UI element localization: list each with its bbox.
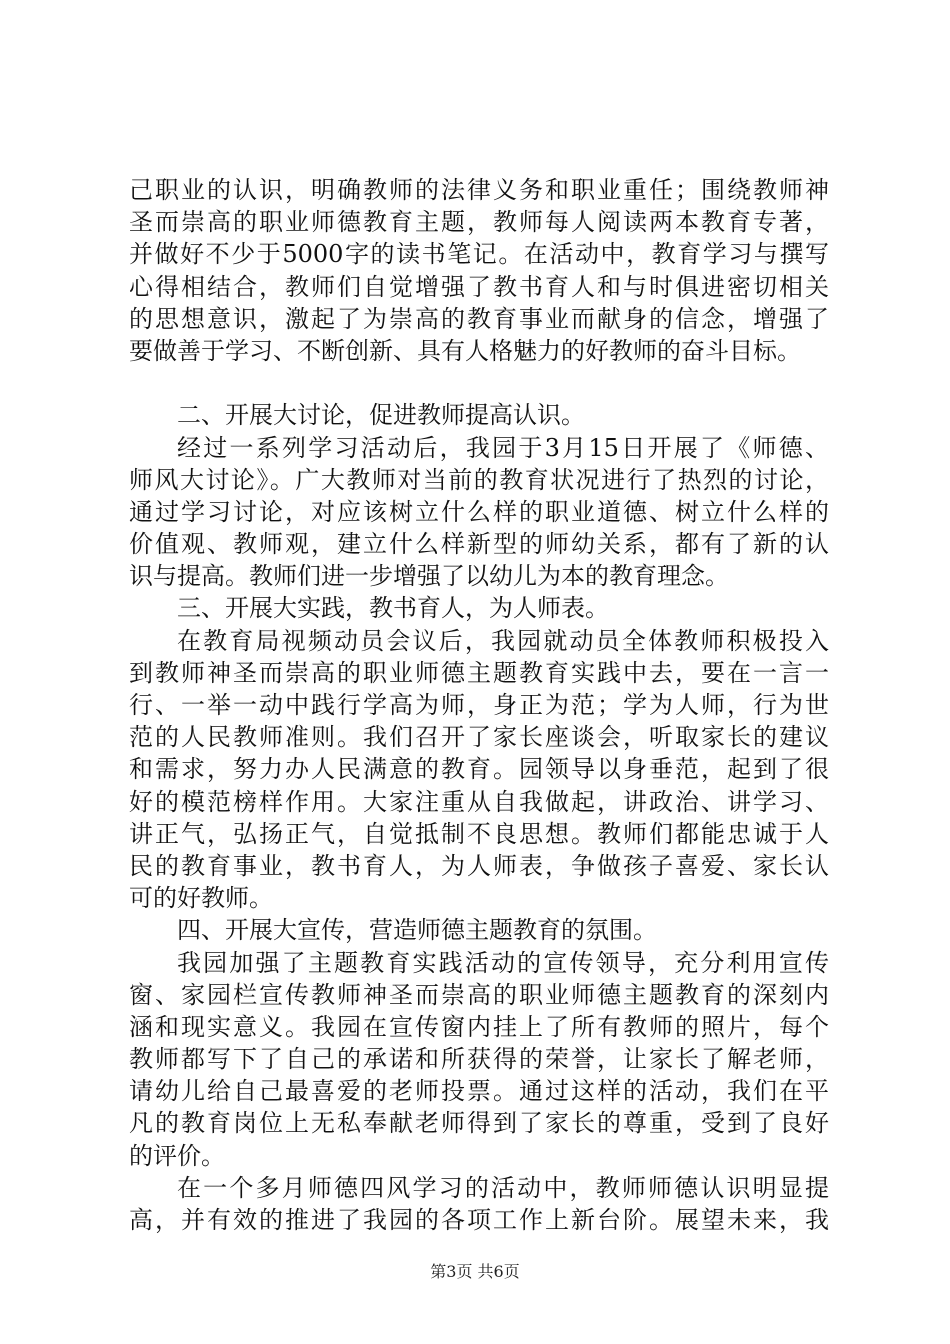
- text-line: 的评价。: [129, 1141, 225, 1170]
- section-heading-4: 四、开展大宣传，营造师德主题教育的氛围。: [177, 916, 657, 945]
- text-line: 高，并有效的推进了我园的各项工作上新台阶。展望未来，我: [129, 1206, 829, 1234]
- text-line: 要做善于学习、不断创新、具有人格魅力的好教师的奋斗目标。: [129, 336, 801, 365]
- text-line: 讲正气，弘扬正气，自觉抵制不良思想。教师们都能忠诚于人: [129, 819, 829, 848]
- section-heading-2: 二、开展大讨论，促进教师提高认识。: [177, 401, 585, 430]
- text-line: 可的好教师。: [129, 884, 273, 913]
- text-line: 民的教育事业，教书育人，为人师表，争做孩子喜爱、家长认: [129, 851, 829, 880]
- text-line: 教师都写下了自己的承诺和所获得的荣誉，让家长了解老师，: [129, 1045, 829, 1074]
- text-line: 请幼儿给自己最喜爱的老师投票。通过这样的活动，我们在平: [129, 1077, 829, 1106]
- text-line: 在教育局视频动员会议后，我园就动员全体教师积极投入: [177, 626, 829, 655]
- text-line: 通过学习讨论，对应该树立什么样的职业道德、树立什么样的: [129, 497, 829, 526]
- text-line: 己职业的认识，明确教师的法律义务和职业重任；围绕教师神: [129, 176, 829, 204]
- text-line: 师风大讨论》。广大教师对当前的教育状况进行了热烈的讨论，: [129, 465, 829, 494]
- text-line: 价值观、教师观，建立什么样新型的师幼关系，都有了新的认: [129, 530, 829, 559]
- text-line: 圣而崇高的职业师德教育主题，教师每人阅读两本教育专著，: [129, 208, 829, 237]
- text-line: 在一个多月师德四风学习的活动中，教师师德认识明显提: [177, 1173, 829, 1202]
- section-heading-3: 三、开展大实践，教书育人，为人师表。: [177, 594, 609, 623]
- text-line: 窗、家园栏宣传教师神圣而崇高的职业师德主题教育的深刻内: [129, 980, 829, 1009]
- text-line: 涵和现实意义。我园在宣传窗内挂上了所有教师的照片，每个: [129, 1012, 829, 1041]
- document-body: [129, 174, 829, 1236]
- text-line: 心得相结合，教师们自觉增强了教书育人和与时俱进密切相关: [129, 272, 829, 301]
- text-line: 范的人民教师准则。我们召开了家长座谈会，听取家长的建议: [129, 723, 829, 752]
- page-number-footer: 第3页 共6页: [430, 1262, 520, 1281]
- text-line: 经过一系列学习活动后，我园于3月15日开展了《师德、: [177, 433, 829, 462]
- text-line: 凡的教育岗位上无私奉献老师得到了家长的尊重，受到了良好: [129, 1109, 829, 1138]
- text-line: 识与提高。教师们进一步增强了以幼儿为本的教育理念。: [129, 562, 729, 591]
- text-line: 并做好不少于5000字的读书笔记。在活动中，教育学习与撰写: [129, 240, 829, 269]
- text-line: 好的模范榜样作用。大家注重从自我做起，讲政治、讲学习、: [129, 787, 829, 816]
- paragraph-gap: [129, 367, 829, 399]
- text-line: 和需求，努力办人民满意的教育。园领导以身垂范，起到了很: [129, 755, 829, 784]
- text-line: 的思想意识，激起了为崇高的教育事业而献身的信念，增强了: [129, 304, 829, 333]
- text-line: 我园加强了主题教育实践活动的宣传领导，充分利用宣传: [177, 948, 829, 977]
- text-line: 行、一举一动中践行学高为师，身正为范；学为人师，行为世: [129, 691, 829, 719]
- text-line: 到教师神圣而崇高的职业师德主题教育实践中去，要在一言一: [129, 658, 829, 687]
